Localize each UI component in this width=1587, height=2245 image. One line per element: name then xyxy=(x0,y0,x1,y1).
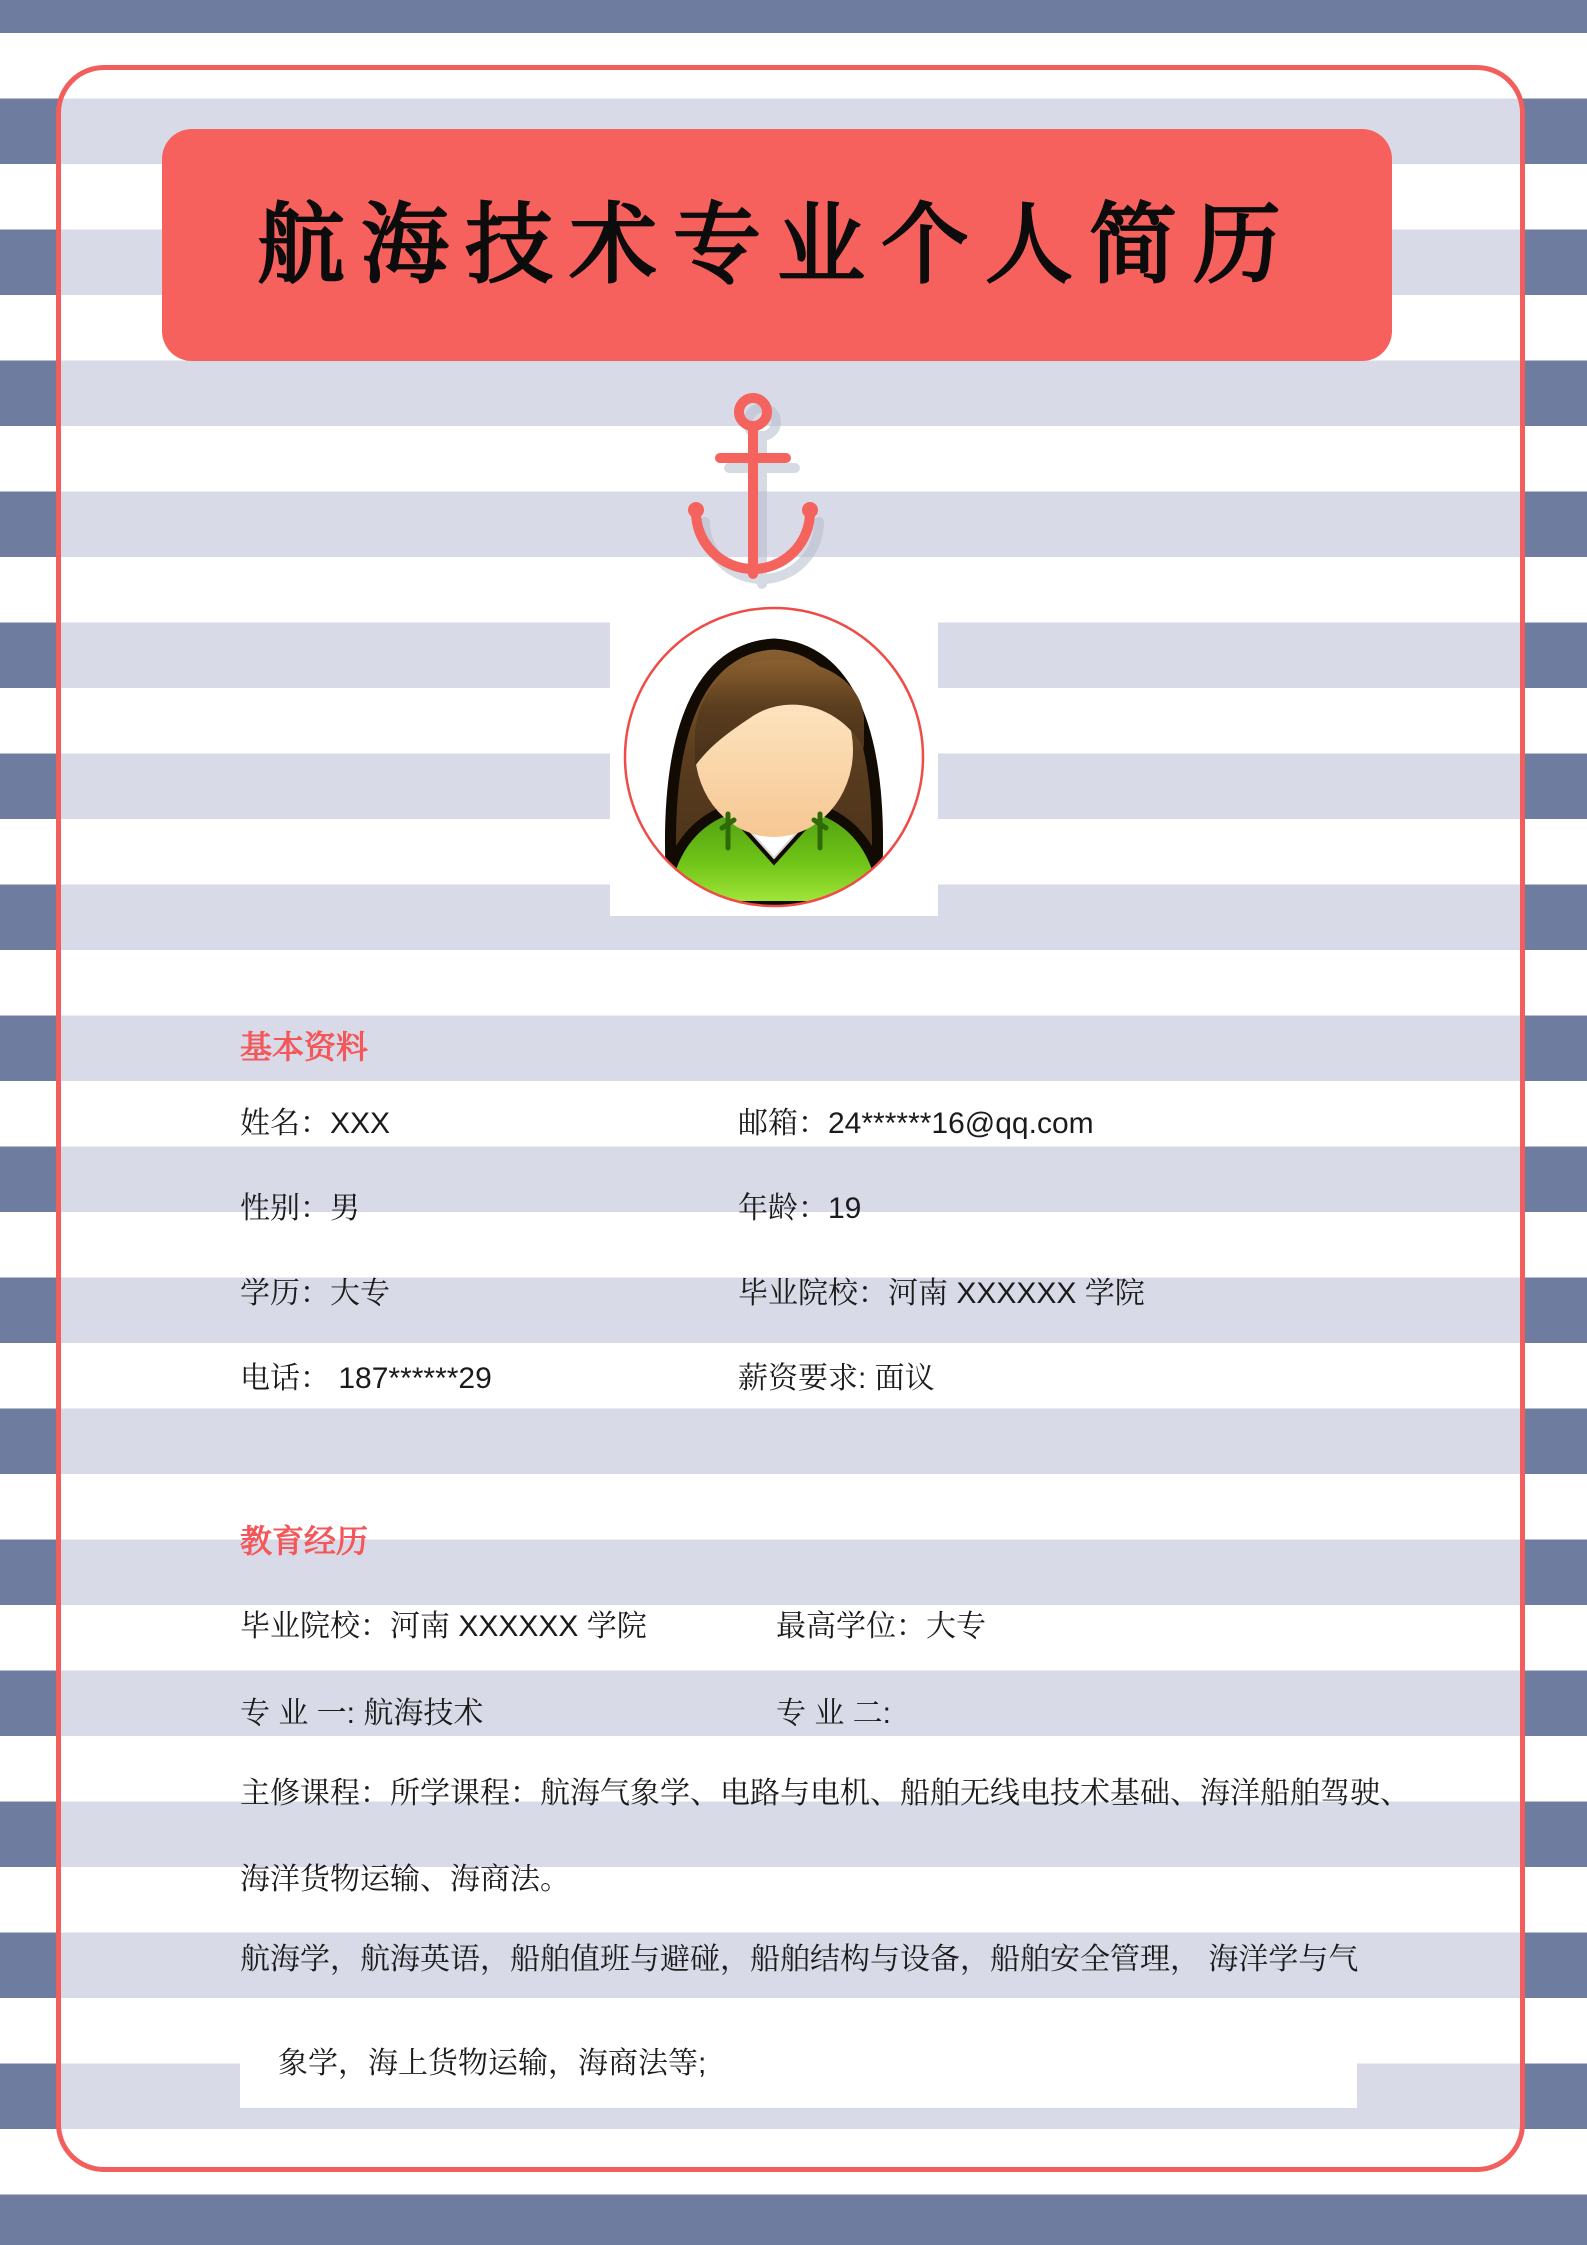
field-gender: 性别：男 xyxy=(240,1192,360,1225)
field-email: 邮箱：24******16@qq.com xyxy=(738,1107,1094,1140)
person-avatar-icon xyxy=(610,598,938,916)
basic-row xyxy=(240,1104,1420,1144)
anchor-icon xyxy=(676,388,848,594)
field-major-2: 专 业 二: xyxy=(776,1697,892,1730)
field-major-1: 专 业 一: 航海技术 xyxy=(240,1697,484,1730)
education-row xyxy=(240,1694,1420,1734)
basic-row xyxy=(240,1189,1420,1229)
field-degree: 学历：大专 xyxy=(240,1277,390,1310)
education-row xyxy=(240,1607,1420,1647)
field-name: 姓名：XXX xyxy=(240,1107,391,1140)
page-title: 航海技术专业个人简历 xyxy=(256,195,1297,294)
field-salary: 薪资要求: 面议 xyxy=(738,1362,935,1395)
title-banner xyxy=(162,129,1392,361)
section-heading-education: 教育经历 xyxy=(240,1523,369,1559)
field-grad-school: 毕业院校：河南 XXXXXX 学院 xyxy=(240,1610,647,1643)
avatar xyxy=(610,598,938,916)
courses-line: 航海学，航海英语，船舶值班与避碰，船舶结构与设备，船舶安全管理， 海洋学与气 xyxy=(240,1943,1359,1976)
courses-line: 海洋货物运输、海商法。 xyxy=(240,1863,570,1896)
section-heading-basic: 基本资料 xyxy=(240,1029,369,1065)
field-top-degree: 最高学位：大专 xyxy=(776,1610,986,1643)
field-age: 年龄：19 xyxy=(738,1192,862,1225)
field-school: 毕业院校：河南 XXXXXX 学院 xyxy=(738,1277,1145,1310)
basic-row xyxy=(240,1359,1420,1399)
courses-line: 象学，海上货物运输，海商法等; xyxy=(278,2047,707,2080)
basic-row xyxy=(240,1274,1420,1314)
field-phone: 电话： 187******29 xyxy=(240,1362,492,1395)
courses-line: 主修课程：所学课程：航海气象学、电路与电机、船舶无线电技术基础、海洋船舶驾驶、 xyxy=(240,1777,1410,1810)
